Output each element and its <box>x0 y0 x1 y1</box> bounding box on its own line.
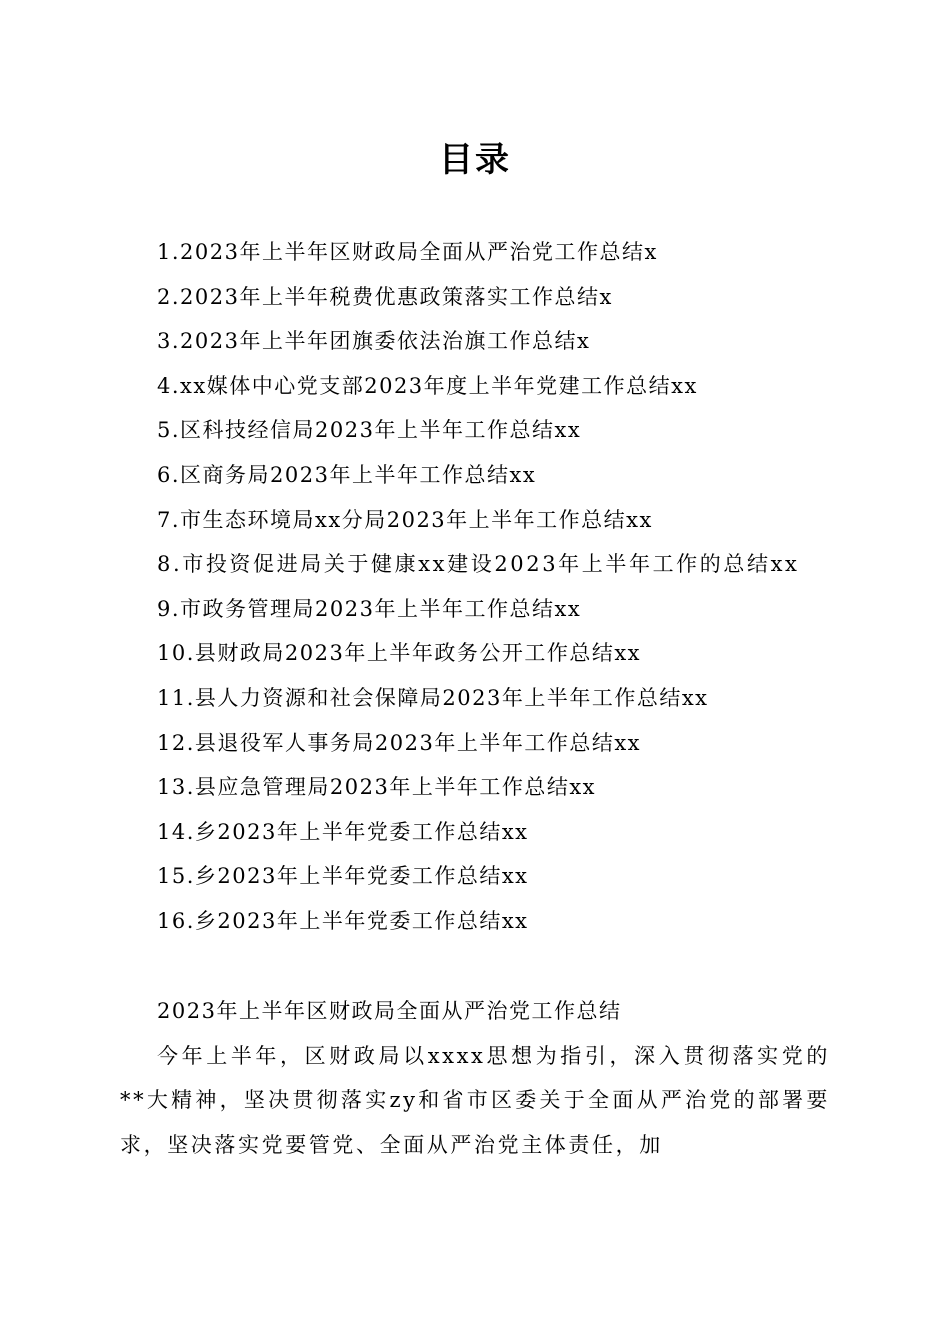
toc-item: 6.区商务局2023年上半年工作总结xx <box>157 462 537 487</box>
toc-item: 9.市政务管理局2023年上半年工作总结xx <box>157 596 582 621</box>
toc-item: 15.乡2023年上半年党委工作总结xx <box>157 864 529 889</box>
body-paragraph: 今年上半年，区财政局以xxxx思想为指引，深入贯彻落实党的**大精神，坚决贯彻落实zy和省市区委关于全面从严治党的部署要求，坚决落实党要管党、全面从严治党主体责任，加 <box>120 1043 830 1157</box>
toc-item: 7.市生态环境局xx分局2023年上半年工作总结xx <box>157 507 653 532</box>
table-of-contents <box>120 230 830 944</box>
toc-item: 1.2023年上半年区财政局全面从严治党工作总结x <box>157 240 658 264</box>
toc-item: 4.xx媒体中心党支部2023年度上半年党建工作总结xx <box>157 373 698 398</box>
toc-item: 2.2023年上半年税费优惠政策落实工作总结x <box>157 284 613 309</box>
toc-item: 11.县人力资源和社会保障局2023年上半年工作总结xx <box>157 685 709 710</box>
toc-item: 13.县应急管理局2023年上半年工作总结xx <box>157 775 597 800</box>
section-title: 2023年上半年区财政局全面从严治党工作总结 <box>157 999 622 1023</box>
page-title: 目录 <box>439 140 511 180</box>
toc-item: 8.市投资促进局关于健康xx建设2023年上半年工作的总结xx <box>157 552 800 577</box>
toc-item: 12.县退役军人事务局2023年上半年工作总结xx <box>157 730 642 755</box>
body-text <box>120 989 830 1167</box>
toc-item: 16.乡2023年上半年党委工作总结xx <box>157 908 529 933</box>
toc-item: 14.乡2023年上半年党委工作总结xx <box>157 819 529 844</box>
toc-item: 10.县财政局2023年上半年政务公开工作总结xx <box>157 641 642 666</box>
toc-item: 5.区科技经信局2023年上半年工作总结xx <box>157 418 582 443</box>
toc-item: 3.2023年上半年团旗委依法治旗工作总结x <box>157 329 591 354</box>
